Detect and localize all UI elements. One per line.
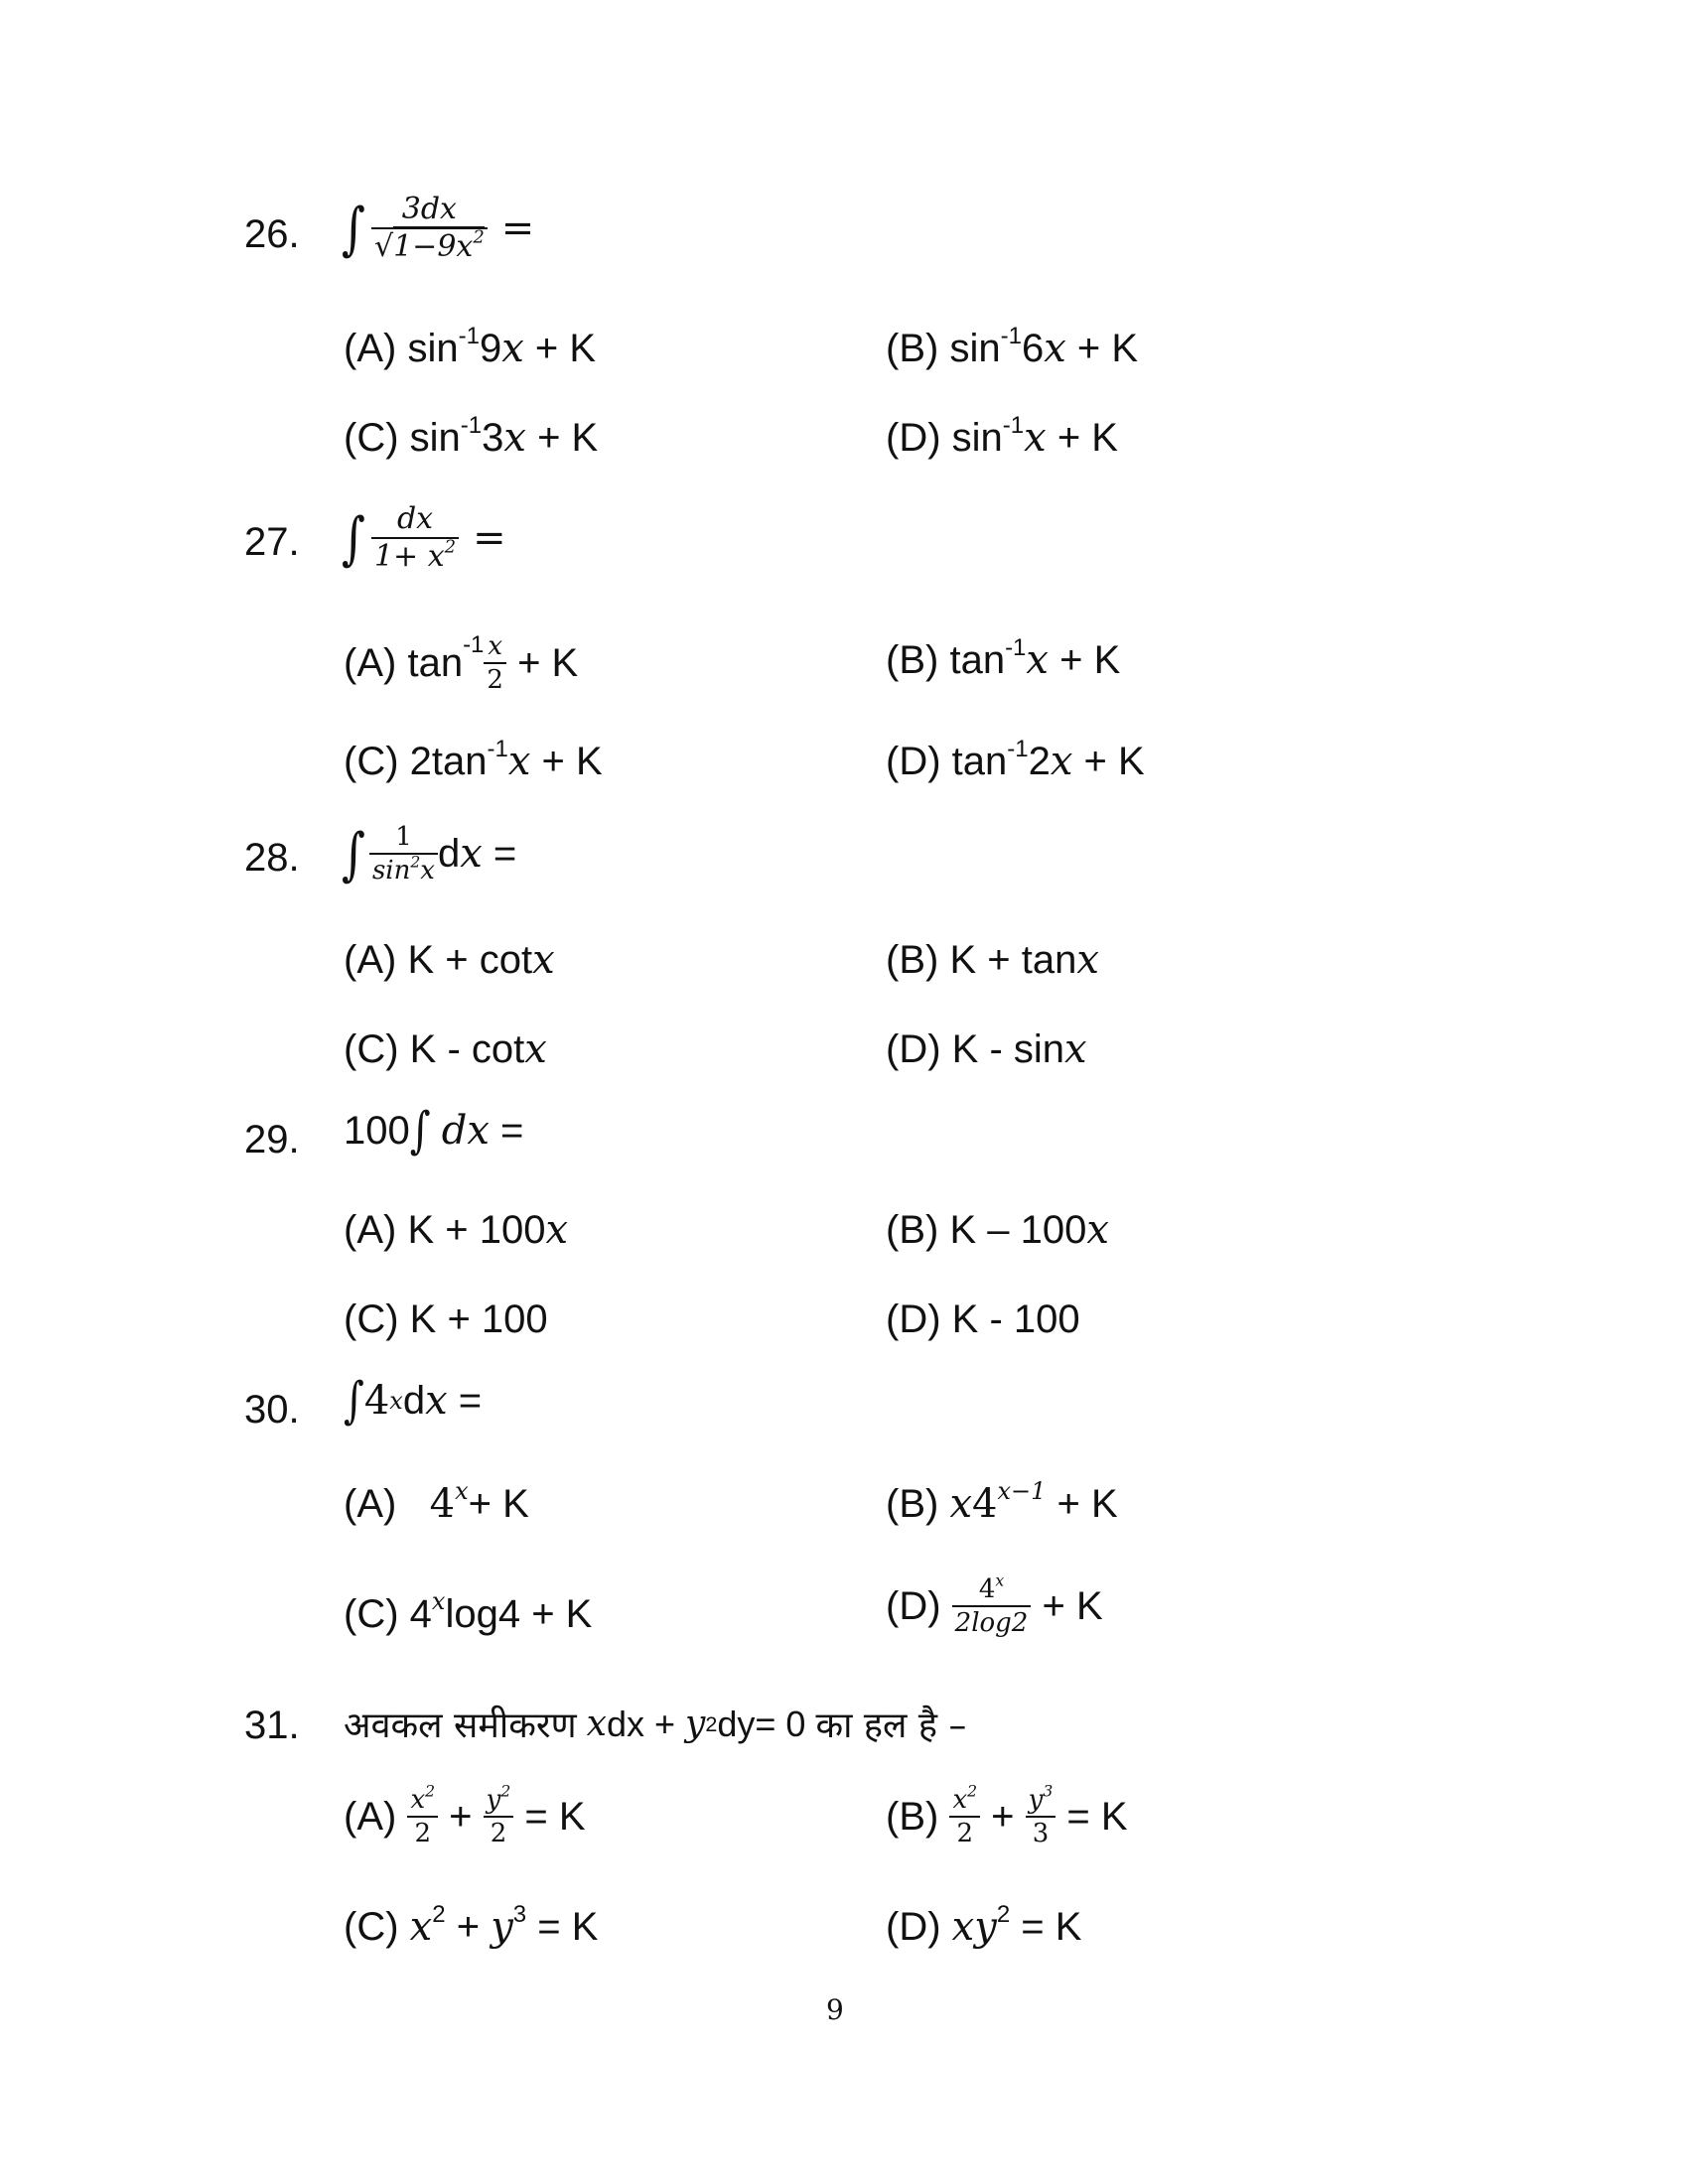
fraction-numerator (484, 1782, 514, 1816)
option-c[interactable] (344, 1297, 548, 1342)
numerator-variable: y (1028, 1785, 1044, 1815)
differential: dx (441, 1108, 490, 1154)
option-a[interactable] (344, 1782, 586, 1848)
option-c[interactable] (344, 1026, 547, 1072)
equals-sign: = (492, 831, 517, 876)
stem-fraction (369, 824, 438, 884)
option-label: (B) (886, 327, 939, 370)
variable: x (1050, 739, 1073, 784)
stem-fraction (371, 501, 459, 574)
function-name: tan (951, 740, 1008, 783)
fraction-denominator (371, 227, 488, 262)
plus-sign: + (449, 1794, 473, 1839)
variable: y (685, 1704, 706, 1744)
fraction-denominator: 2 (484, 662, 506, 693)
hindi-text: का हल है – (815, 1706, 967, 1746)
option-label: (A) (344, 938, 397, 982)
base: 4 (429, 1481, 456, 1527)
option-a[interactable] (344, 1207, 568, 1253)
fraction-numerator (952, 1571, 1032, 1605)
option-b[interactable] (886, 1477, 1118, 1527)
function-name: sin (409, 416, 461, 460)
fraction-numerator: x (488, 631, 503, 661)
option-label: (A) (344, 1208, 397, 1252)
question-stem (342, 192, 535, 264)
constant-term: + K (1042, 1583, 1103, 1628)
exponent: 2 (996, 1901, 1011, 1928)
equals-k: = K (1066, 1794, 1128, 1839)
option-label: (B) (886, 1482, 939, 1526)
option-expression: K + 100 (409, 1297, 548, 1341)
option-label: (B) (886, 1208, 939, 1252)
function-name: sin (949, 327, 1001, 370)
option-a[interactable] (344, 937, 555, 983)
numerator-exponent: 2 (500, 1782, 511, 1801)
coefficient: 2 (1028, 740, 1051, 783)
option-label: (D) (886, 740, 941, 783)
fraction-denominator: 2 (407, 1816, 438, 1846)
integral-sign: ∫ (342, 820, 365, 887)
coefficient: 100 (344, 1108, 410, 1153)
base: 4 (972, 1481, 998, 1527)
coefficient: 9 (479, 327, 502, 370)
fraction-denominator (371, 537, 459, 572)
variable: x (425, 1378, 448, 1424)
variable: x (507, 739, 531, 784)
option-b[interactable] (886, 1782, 1128, 1848)
differential-d: d (402, 1378, 426, 1423)
fraction-numerator (1026, 1782, 1056, 1816)
inverse-exponent: -1 (463, 631, 485, 658)
fraction-numerator: 3dx (401, 192, 457, 226)
question-stem (342, 501, 506, 574)
constant-term: + K (1083, 740, 1145, 783)
equation-part: dx + (606, 1703, 675, 1744)
fraction-numerator: dx (396, 501, 434, 536)
inverse-exponent: -1 (1002, 412, 1025, 439)
function-name: tan (407, 640, 464, 685)
exponent: 2 (432, 1901, 446, 1928)
plus-sign: + (456, 1905, 481, 1949)
function-name: sin (951, 416, 1003, 460)
question-number: 31. (244, 1704, 300, 1747)
option-d[interactable] (886, 1571, 1103, 1638)
option-fraction (484, 1782, 514, 1848)
option-d[interactable] (886, 1026, 1087, 1072)
question-number: 26. (244, 212, 300, 256)
exponent: x (431, 1587, 446, 1615)
option-fraction (952, 1571, 1032, 1638)
option-label: (A) (344, 1482, 397, 1526)
numerator-exponent: x (995, 1571, 1005, 1590)
constant-term: + K (537, 416, 599, 460)
option-c[interactable] (344, 736, 603, 784)
option-label: (C) (344, 416, 399, 460)
numerator-base: 4 (978, 1574, 996, 1604)
option-b[interactable] (886, 634, 1121, 683)
question-stem (344, 1102, 524, 1160)
variable: x (1026, 637, 1049, 683)
integral-sign: ∫ (344, 1372, 364, 1430)
question-number: 28. (244, 836, 300, 880)
equals-k: = K (1021, 1905, 1082, 1949)
fraction-denominator: 3 (1026, 1816, 1056, 1846)
inverse-exponent: -1 (460, 412, 483, 439)
equation-part: dy (717, 1703, 756, 1744)
option-label: (B) (886, 938, 939, 982)
equation-part: = 0 (755, 1703, 806, 1744)
denominator-variable: x (420, 856, 435, 886)
variable: x (501, 326, 524, 371)
variable: x (409, 1904, 433, 1950)
option-label: (D) (886, 1583, 941, 1628)
constant-term: + K (1056, 1482, 1118, 1526)
function-name: sin (407, 327, 459, 370)
fraction-numerator (949, 1782, 980, 1816)
function-name: tan (949, 638, 1006, 682)
fraction-denominator: 2log2 (952, 1605, 1032, 1636)
option-label: (D) (886, 416, 941, 460)
page-number: 9 (826, 1993, 844, 2026)
inverse-exponent: -1 (1007, 736, 1029, 762)
variable: xy (951, 1904, 997, 1950)
denominator-text: sin (371, 856, 411, 886)
option-expression: K – 100 (949, 1208, 1087, 1252)
option-label: (C) (344, 1592, 399, 1636)
exponent: x (455, 1477, 469, 1505)
variable: x (460, 831, 483, 877)
option-expression: K + tan (949, 938, 1077, 982)
option-label: (A) (344, 1794, 397, 1839)
exponent: 3 (512, 1901, 527, 1928)
numerator-exponent: 2 (425, 1782, 436, 1801)
option-d[interactable] (886, 736, 1145, 784)
numerator-variable: x (952, 1785, 968, 1815)
constant-term: + K (1059, 638, 1121, 682)
constant-term: + K (541, 740, 603, 783)
option-label: (C) (344, 740, 399, 783)
option-a[interactable] (344, 1477, 529, 1527)
equals-sign: = (458, 1378, 483, 1423)
exponent: x−1 (997, 1477, 1047, 1505)
sqrt-symbol: √ (373, 229, 394, 264)
option-label: (D) (886, 1297, 941, 1341)
option-label: (C) (344, 1905, 399, 1949)
numerator-exponent: 2 (967, 1782, 978, 1801)
variable: x (1024, 415, 1047, 461)
option-expression: K - cot (409, 1027, 525, 1071)
variable: x (532, 937, 555, 983)
option-label: (C) (344, 1027, 399, 1071)
denominator-exponent: 2 (410, 853, 421, 872)
option-label: (A) (344, 640, 397, 685)
integral-sign: ∫ (342, 504, 365, 572)
option-label: (D) (886, 1905, 941, 1949)
denominator-exponent: 2 (473, 226, 485, 248)
coefficient: 3 (482, 416, 504, 460)
question-number: 30. (244, 1388, 300, 1432)
fraction-denominator: 2 (484, 1816, 514, 1846)
option-b[interactable] (886, 1207, 1109, 1253)
question-stem: ∫ 4 x d x = (344, 1372, 483, 1430)
equals-sign: = (500, 1108, 524, 1153)
coefficient: 6 (1021, 327, 1045, 370)
variable: x (545, 1207, 569, 1253)
denominator-text: 1+ x (373, 539, 445, 574)
variable: x (503, 415, 526, 461)
variable: x (949, 1481, 973, 1527)
denominator-exponent: 2 (444, 536, 457, 558)
fraction-numerator: 1 (395, 822, 412, 852)
option-b[interactable] (886, 937, 1099, 983)
base: 4 (363, 1378, 390, 1424)
option-label: (B) (886, 638, 939, 682)
option-label: (B) (886, 1794, 939, 1839)
question-stem: अवकल समीकरण x dx + y 2 dy = 0 का हल है – (344, 1700, 966, 1748)
option-d[interactable] (886, 1901, 1082, 1950)
option-a[interactable] (344, 323, 597, 371)
integral-sign: ∫ (342, 195, 365, 262)
function-name: 2tan (409, 740, 488, 783)
option-a[interactable] (344, 633, 578, 693)
base: 4 (409, 1592, 432, 1636)
fraction-denominator (369, 853, 438, 884)
variable: x (1086, 1207, 1109, 1253)
option-expression: log4 + K (445, 1592, 593, 1636)
argument-fraction (484, 633, 506, 693)
question-number: 27. (244, 520, 300, 564)
option-fraction (1026, 1782, 1056, 1848)
hindi-text: अवकल समीकरण (344, 1706, 577, 1746)
variable: y (491, 1904, 513, 1950)
equals-k: = K (537, 1905, 599, 1949)
option-label: (A) (344, 327, 397, 370)
inverse-exponent: -1 (458, 323, 480, 349)
option-expression: K - 100 (951, 1297, 1080, 1341)
equals-sign: = (500, 205, 535, 251)
option-c[interactable] (344, 1901, 599, 1950)
option-expression: K + cot (407, 938, 533, 982)
plus-sign: + (991, 1794, 1015, 1839)
option-label: (C) (344, 1297, 399, 1341)
equals-k: = K (524, 1794, 586, 1839)
option-expression: K + 100 (407, 1208, 546, 1252)
denominator-text: 1−9x (393, 229, 474, 264)
question-number: 29. (244, 1118, 300, 1161)
option-b[interactable] (886, 323, 1139, 371)
fraction-numerator (407, 1782, 438, 1816)
variable: x (524, 1026, 547, 1072)
differential-d: d (437, 831, 461, 876)
constant-term: + K (1076, 327, 1139, 370)
option-expression: K - sin (951, 1027, 1065, 1071)
option-d[interactable] (886, 412, 1118, 461)
question-stem (342, 820, 517, 887)
inverse-exponent: -1 (1000, 323, 1022, 349)
inverse-exponent: -1 (487, 736, 508, 762)
option-c[interactable] (344, 412, 599, 461)
fraction-denominator: 2 (949, 1816, 980, 1846)
variable: x (1076, 937, 1099, 983)
variable: x (1044, 326, 1066, 371)
option-label: (D) (886, 1027, 941, 1071)
variable: x (586, 1704, 607, 1744)
constant-term: + K (1056, 416, 1118, 460)
option-fraction (407, 1782, 438, 1848)
equals-sign: = (473, 515, 506, 561)
inverse-exponent: -1 (1005, 634, 1027, 661)
variable: x (1064, 1026, 1087, 1072)
numerator-variable: x (410, 1785, 426, 1815)
constant-term: + K (468, 1482, 529, 1526)
constant-term: + K (517, 640, 579, 685)
option-fraction (949, 1782, 980, 1848)
constant-term: + K (534, 327, 597, 370)
numerator-variable: y (486, 1785, 501, 1815)
numerator-exponent: 3 (1043, 1782, 1054, 1801)
option-c[interactable] (344, 1587, 593, 1637)
option-d[interactable] (886, 1297, 1080, 1342)
integral-sign: ∫ (409, 1102, 431, 1160)
stem-fraction (371, 192, 488, 264)
